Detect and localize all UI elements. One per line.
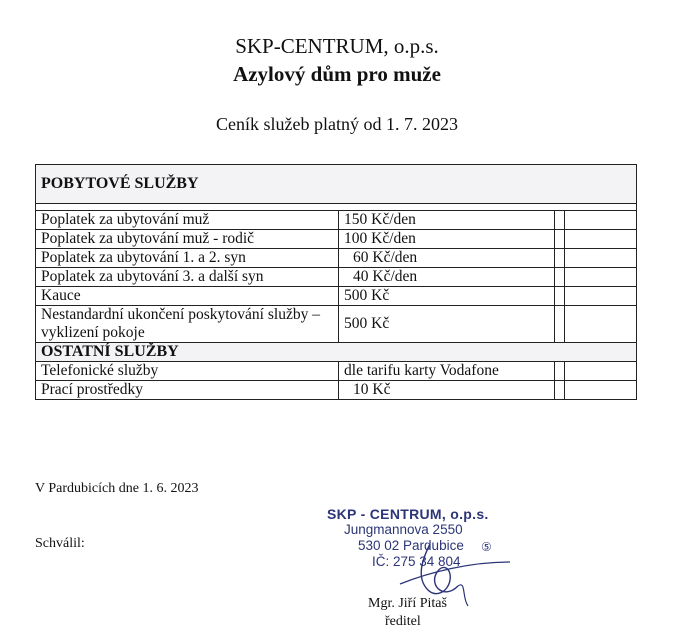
empty-cell [554, 381, 564, 400]
price-list-subtitle: Ceník služeb platný od 1. 7. 2023 [216, 114, 458, 134]
section-title: OSTATNÍ SLUŽBY [36, 343, 637, 362]
price-cell: 40 Kč/den [339, 268, 555, 287]
empty-cell [565, 268, 637, 287]
service-cell: Kauce [36, 287, 339, 306]
price-cell: 500 Kč [339, 287, 555, 306]
service-cell: Poplatek za ubytování muž [36, 211, 339, 230]
approved-label: Schválil: [35, 536, 85, 551]
stamp-id-number: IČ: 275 34 804 [372, 554, 461, 569]
place-date: V Pardubicích dne 1. 6. 2023 [35, 481, 199, 496]
table-row [36, 268, 637, 287]
service-cell: Poplatek za ubytování 1. a 2. syn [36, 249, 339, 268]
spacer-row [36, 204, 637, 211]
stamp-street: Jungmannova 2550 [344, 522, 463, 537]
service-cell: Poplatek za ubytování muž - rodič [36, 230, 339, 249]
price-cell: 500 Kč [339, 306, 555, 343]
empty-cell [554, 287, 564, 306]
empty-cell [554, 211, 564, 230]
section-title: POBYTOVÉ SLUŽBY [36, 165, 637, 204]
price-cell: 60 Kč/den [339, 249, 555, 268]
empty-cell [565, 230, 637, 249]
table-row [36, 381, 637, 400]
empty-cell [565, 381, 637, 400]
service-cell: Nestandardní ukončení poskytování služby – vyklizení pokoje [36, 306, 339, 343]
empty-cell [554, 306, 564, 343]
stamp-city: 530 02 Pardubice [358, 538, 464, 553]
price-cell: 10 Kč [339, 381, 555, 400]
table-row [36, 211, 637, 230]
empty-cell [554, 362, 564, 381]
service-cell: Poplatek za ubytování 3. a další syn [36, 268, 339, 287]
stamp-organization: SKP - CENTRUM, o.p.s. [327, 506, 489, 522]
empty-cell [565, 249, 637, 268]
signer-name: Mgr. Jiří Pitaš [368, 596, 447, 611]
empty-cell [565, 211, 637, 230]
empty-cell [565, 306, 637, 343]
price-table [35, 164, 637, 400]
stamp-number: ⑤ [481, 540, 492, 554]
house-title: Azylový dům pro muže [233, 62, 441, 86]
price-cell: 150 Kč/den [339, 211, 555, 230]
organization-title: SKP-CENTRUM, o.p.s. [235, 34, 439, 58]
price-cell: dle tarifu karty Vodafone [339, 362, 555, 381]
service-cell: Prací prostředky [36, 381, 339, 400]
table-row [36, 230, 637, 249]
service-cell: Telefonické služby [36, 362, 339, 381]
table-row [36, 306, 637, 343]
price-cell: 100 Kč/den [339, 230, 555, 249]
empty-cell [565, 362, 637, 381]
section-header-row [36, 343, 637, 362]
empty-cell [554, 249, 564, 268]
empty-cell [554, 230, 564, 249]
signer-role: ředitel [385, 614, 421, 629]
table-row [36, 362, 637, 381]
table-row [36, 287, 637, 306]
empty-cell [565, 287, 637, 306]
section-header-row [36, 165, 637, 204]
table-row [36, 249, 637, 268]
empty-cell [554, 268, 564, 287]
